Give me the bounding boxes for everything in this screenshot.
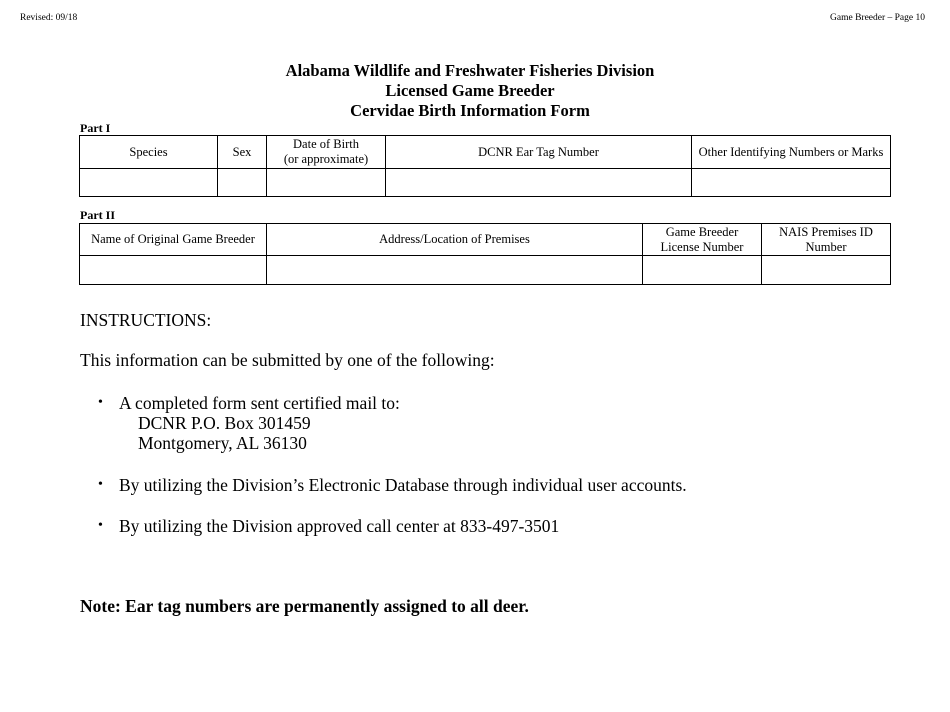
address-field[interactable] <box>267 256 643 285</box>
mail-address-line1: DCNR P.O. Box 301459 <box>138 413 311 433</box>
license-line1: Game Breeder <box>665 224 739 239</box>
col-date-of-birth <box>267 136 386 169</box>
breeder-name-field[interactable] <box>80 256 267 285</box>
mail-address-line2: Montgomery, AL 36130 <box>138 433 307 453</box>
part2-header-row <box>80 224 891 256</box>
option-mail-text: A completed form sent certified mail to: <box>119 393 400 413</box>
col-sex: Sex <box>218 136 267 169</box>
part2-table <box>79 223 891 285</box>
nais-line1: NAIS Premises ID <box>779 224 873 239</box>
option-database <box>98 475 687 495</box>
form-title-block <box>0 61 940 121</box>
ear-tag-field[interactable] <box>386 169 692 197</box>
title-form: Cervidae Birth Information Form <box>350 101 590 120</box>
sex-field[interactable] <box>218 169 267 197</box>
bullet-icon: • <box>98 477 103 492</box>
dob-line1: Date of Birth <box>293 137 359 151</box>
part2-label: Part II <box>80 208 115 222</box>
col-nais-id <box>762 224 891 256</box>
col-license-number <box>643 224 762 256</box>
col-species: Species <box>80 136 218 169</box>
instructions-intro: This information can be submitted by one of the following: <box>80 350 495 370</box>
option-database-text: By utilizing the Division’s Electronic Database through individual user accounts. <box>119 475 687 495</box>
part1-header-row <box>80 136 891 169</box>
ear-tag-note: Note: Ear tag numbers are permanently assigned to all deer. <box>80 596 529 616</box>
species-field[interactable] <box>80 169 218 197</box>
date-of-birth-field[interactable] <box>267 169 386 197</box>
part1-entry-row <box>80 169 891 197</box>
instructions-heading: INSTRUCTIONS: <box>80 310 212 330</box>
license-line2: License Number <box>660 239 744 254</box>
license-number-field[interactable] <box>643 256 762 285</box>
col-other-ids: Other Identifying Numbers or Marks <box>692 136 891 169</box>
revised-date: Revised: 09/18 <box>20 13 78 23</box>
title-program: Licensed Game Breeder <box>385 81 555 100</box>
col-address: Address/Location of Premises <box>267 224 643 256</box>
nais-line2: Number <box>805 239 847 254</box>
option-call-center <box>98 516 559 536</box>
nais-id-field[interactable] <box>762 256 891 285</box>
dob-line2: (or approximate) <box>283 152 369 166</box>
bullet-icon: • <box>98 395 103 410</box>
option-call-center-text: By utilizing the Division approved call center at 833-497-3501 <box>119 516 560 536</box>
part1-label: Part I <box>80 121 111 135</box>
option-mail <box>98 393 400 453</box>
page-number: Game Breeder – Page 10 <box>830 13 925 23</box>
other-ids-field[interactable] <box>692 169 891 197</box>
col-ear-tag: DCNR Ear Tag Number <box>386 136 692 169</box>
part2-entry-row <box>80 256 891 285</box>
col-breeder-name: Name of Original Game Breeder <box>80 224 267 256</box>
bullet-icon: • <box>98 518 103 533</box>
part1-table <box>79 135 891 197</box>
title-agency: Alabama Wildlife and Freshwater Fisheries Division <box>285 61 655 80</box>
